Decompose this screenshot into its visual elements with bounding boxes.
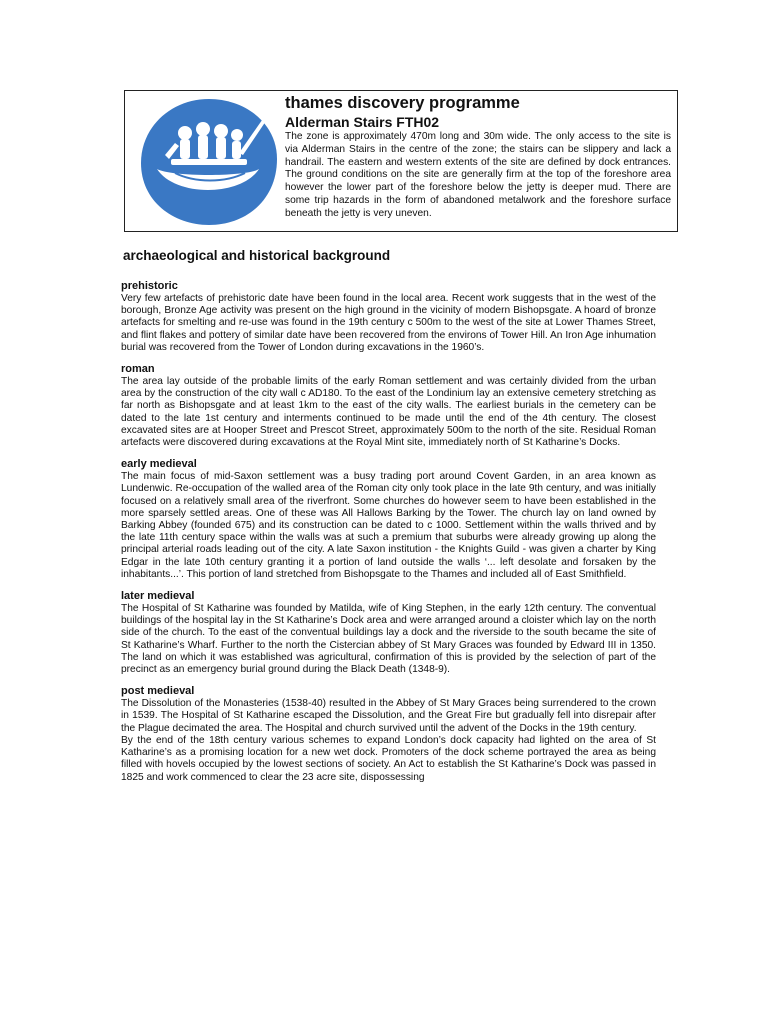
section-paragraph: The main focus of mid-Saxon settlement was a busy trading port around Covent Garden, in an area known as Lundenwic. Re-occupation of the walled area of the Roman city only took place in the late 9th century, and was initially focused on a relatively small area of the riverfront. Some churches do however seem to have been established in the more sparsely settled areas. One of these was All Hallows Barking by the Tower. The church lay on land owned by Barking Abbey (founded 675) and its construction can be dated to c 1000. Settlement within the walls thrived and by the late 11th century space within the walls was at such a premium that suburbs were already growing up along the principal arterial roads leading out of the city. A late Saxon institution - the Knights Guild - was given a charter by King Edgar in the late 10th century granting it a portion of land outside the walls ‘... left desolate and forsaken by the inhabitants...’. This portion of land stretched from Bishopsgate to the Thames and included all of East Smithfield. <box>121 471 656 580</box>
section-post-medieval <box>121 685 656 783</box>
thames-discovery-logo <box>135 93 283 229</box>
section-title: roman <box>121 363 155 376</box>
header-box <box>124 90 678 232</box>
section-title: early medieval <box>121 458 197 471</box>
main-heading: archaeological and historical background <box>123 248 391 263</box>
section-title: post medieval <box>121 685 195 698</box>
programme-title: thames discovery programme <box>285 94 520 112</box>
site-title: Alderman Stairs FTH02 <box>285 114 440 130</box>
section-title: prehistoric <box>121 280 178 292</box>
section-paragraph: The Dissolution of the Monasteries (1538-40) resulted in the Abbey of St Mary Graces being surrendered to the crown in 1539. The Hospital of St Katharine escaped the Dissolution, and the Great Fire but gradually fell into disrepair after the Plague decimated the area. The Hospital and church survived until the advent of the Docks in the 19th century. <box>121 698 656 734</box>
section-prehistoric <box>121 280 656 354</box>
section-later-medieval <box>121 590 656 676</box>
header-text <box>285 93 671 221</box>
section-paragraph: Very few artefacts of prehistoric date have been found in the local area. Recent work suggests that in the west of the borough, Bronze Age activity was present on the high ground in the vicinity of modern Bishopsgate. A hoard of bronze artefacts for smelting and re-use was found in the 19th century c 500m to the west of the site at Lower Thames Street, and flint flakes and pottery of similar date have been recovered from the environs of Tower Hill. An Iron Age inhumation burial was recovered from the Tower of London during excavations in the 1960’s. <box>121 293 656 353</box>
section-paragraph: By the end of the 18th century various schemes to expand London’s dock capacity had lighted on the area of St Katharine’s as a promising location for a new wet dock. Promoters of the dock scheme portrayed the area as being filled with hovels occupied by the lowest sections of society. An Act to establish the St Katharine’s Dock was passed in 1825 and work commenced to clear the 23 acre site, dispossessing <box>121 734 656 783</box>
section-early-medieval <box>121 458 656 581</box>
section-roman <box>121 363 656 449</box>
content-body <box>121 280 656 793</box>
site-intro: The zone is approximately 470m long and 30m wide. The only access to the site is via Alderman Stairs in the centre of the zone; the stairs can be slippery and lack a handrail. The eastern and western extents of the site are defined by dock entrances. The ground conditions on the site are generally firm at the top of the foreshore area however the lower part of the foreshore below the jetty is deeper mud. There are some trip hazards in the form of abandoned metalwork and the foreshore surface beneath the jetty is very uneven. <box>285 131 671 219</box>
section-paragraph: The area lay outside of the probable limits of the early Roman settlement and was certainly divided from the urban area by the construction of the city wall c AD180. To the east of the Londinium lay an extensive cemetery stretching as far north as Bishopsgate and at least 1km to the east of the city walls. The earliest burials in the cemetery can be dated to the late 1st century and interments continued to be made until the end of the 4th century. The closest excavated sites are at Hooper Street and Prescot Street, approximately 500m to the north of the site. Residual Roman artefacts were discovered during excavations at the Royal Mint site, immediately north of St Katharine’s Docks. <box>121 376 656 449</box>
section-paragraph: The Hospital of St Katharine was founded by Matilda, wife of King Stephen, in the early 12th century. The conventual buildings of the hospital lay in the St Katharine’s Dock area and were arranged around a cloister which lay on the north side of the church. To the east of the conventual buildings lay a dock and the riverside to the south became the site of St Katharine’s Wharf. Further to the north the Cistercian abbey of St Mary Graces was founded by Edward III in 1350. The land on which it was established was agricultural, confirmation of this is provided by the selection of part of the precinct as an emergency burial ground during the Black Death (1348-9). <box>121 603 656 676</box>
section-title: later medieval <box>121 590 195 603</box>
